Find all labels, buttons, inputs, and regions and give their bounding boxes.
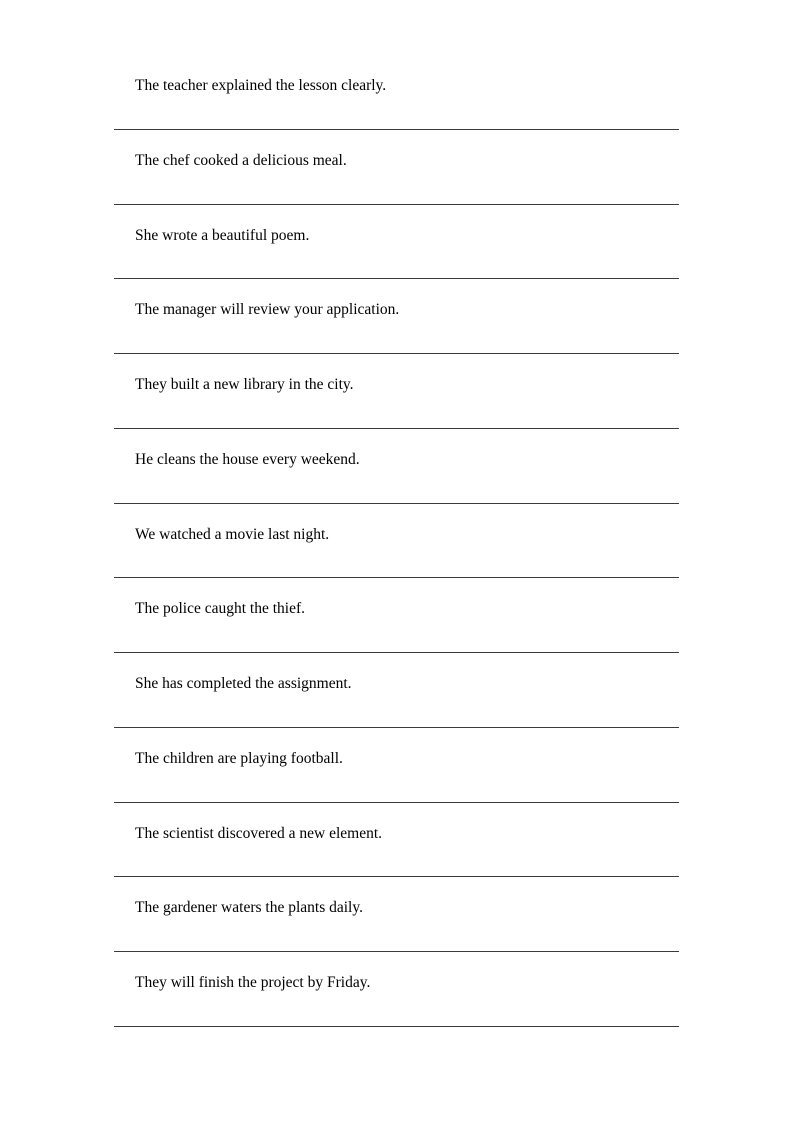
exercise-item [114,55,679,130]
exercise-sentence: They built a new library in the city. [135,376,354,393]
exercise-sentence: She wrote a beautiful poem. [135,226,310,244]
exercise-item [114,205,679,280]
exercise-item [114,130,679,205]
exercise-sentence: The scientist discovered a new element. [135,824,383,842]
exercise-sentence: He cleans the house every weekend. [135,450,360,468]
answer-line[interactable] [114,1026,679,1027]
exercise-sentence: The chef cooked a delicious meal. [135,151,347,169]
exercise-item [114,279,679,354]
exercise-item [114,877,679,952]
exercise-item [114,354,679,429]
exercise-item [114,952,679,1027]
exercise-item [114,429,679,504]
exercise-sentence: We watched a movie last night. [135,525,330,543]
exercise-item [114,504,679,579]
exercise-item [114,728,679,803]
exercise-list [114,55,679,1027]
exercise-sentence: The police caught the thief. [135,600,306,618]
exercise-sentence: The manager will review your application. [135,301,400,319]
exercise-item [114,803,679,878]
exercise-sentence: They will finish the project by Friday. [135,974,371,991]
exercise-sentence: The children are playing football. [135,749,343,767]
exercise-sentence: She has completed the assignment. [135,675,352,692]
exercise-item [114,653,679,728]
exercise-sentence: The gardener waters the plants daily. [135,899,363,917]
exercise-item [114,578,679,653]
exercise-sentence: The teacher explained the lesson clearly. [135,77,387,94]
